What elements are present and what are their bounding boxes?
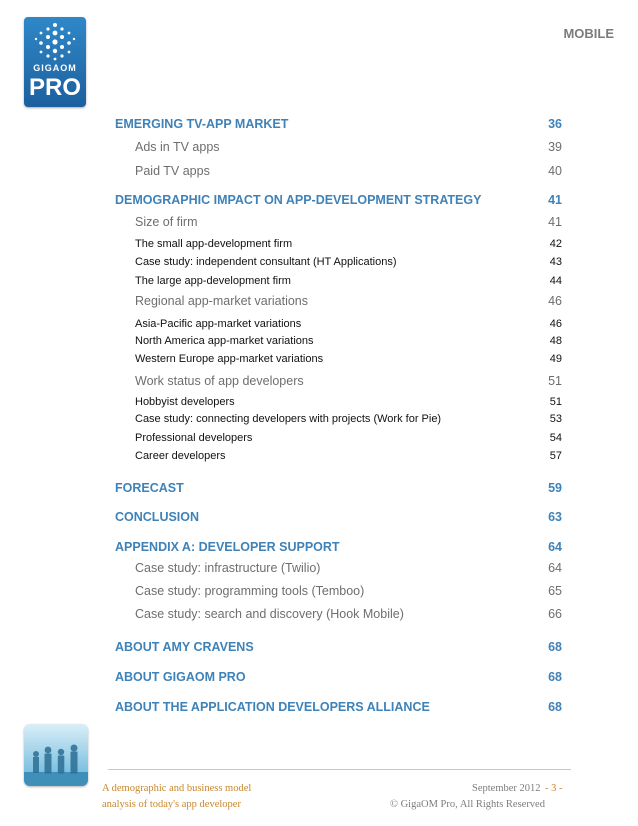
toc-entry-page: 44 [549,275,562,287]
toc-entry-page: 51 [548,374,562,388]
toc-entry-page: 48 [549,335,562,347]
logo-brand: GIGAOM [33,63,77,73]
toc-entry-page: 51 [549,396,562,408]
toc-entry-title: Case study: connecting developers with projects (Work for Pie) [135,413,442,425]
toc-entry-title: Career developers [135,450,226,462]
toc-entry-page: 59 [548,481,562,495]
footer-photo [24,724,88,786]
toc-entry-title: Case study: independent consultant (HT Applications) [135,256,397,268]
toc-entry-title: Ads in TV apps [135,140,220,154]
toc-subsection-entry[interactable] [115,215,562,229]
toc-entry-title: Case study: infrastructure (Twilio) [135,561,321,575]
toc-entry-page: 54 [549,432,562,444]
toc-entry-page: 63 [548,510,562,524]
toc-entry-page: 41 [548,193,562,207]
toc-section-entry[interactable] [115,540,562,554]
toc-subsection-entry[interactable] [115,561,562,575]
network-dots-icon [24,17,86,65]
toc-entry-title: EMERGING TV-APP MARKET [115,117,289,131]
toc-subsubsection-entry[interactable] [115,353,562,365]
toc-entry-page: 68 [548,640,562,654]
toc-entry-page: 53 [549,413,562,425]
toc-section-entry[interactable] [115,117,562,131]
toc-entry-page: 66 [548,607,562,621]
footer-page-number: - 3 - [545,783,563,794]
toc-entry-title: ABOUT AMY CRAVENS [115,640,254,654]
toc-entry-title: Paid TV apps [135,164,210,178]
toc-entry-title: Hobbyist developers [135,396,235,408]
toc-entry-title: FORECAST [115,481,184,495]
section-tag: MOBILE [563,26,614,41]
toc-subsection-entry[interactable] [115,584,562,598]
toc-section-entry[interactable] [115,481,562,495]
business-people-silhouette-icon [24,724,88,786]
toc-entry-title: Regional app-market variations [135,294,309,308]
toc-subsection-entry[interactable] [115,140,562,154]
toc-entry-title: APPENDIX A: DEVELOPER SUPPORT [115,540,340,554]
toc-entry-title: Work status of app developers [135,374,304,388]
toc-entry-page: 36 [548,117,562,131]
gigaom-pro-logo [24,17,86,107]
toc-subsubsection-entry[interactable] [115,413,562,425]
toc-entry-page: 64 [548,540,562,554]
toc-subsubsection-entry[interactable] [115,318,562,330]
toc-entry-page: 42 [549,238,562,250]
toc-subsubsection-entry[interactable] [115,238,562,250]
toc-section-entry[interactable] [115,193,562,207]
toc-entry-title: Case study: programming tools (Temboo) [135,584,365,598]
toc-entry-page: 43 [549,256,562,268]
toc-section-entry[interactable] [115,510,562,524]
footer-date: September 2012 [472,783,541,794]
toc-section-entry[interactable] [115,640,562,654]
toc-entry-title: Western Europe app-market variations [135,353,324,365]
toc-entry-page: 41 [548,215,562,229]
footer-divider [108,769,571,770]
toc-entry-title: ABOUT GIGAOM PRO [115,670,246,684]
footer-report-title-line2: analysis of today's app developer [102,799,241,810]
toc-entry-title: Asia-Pacific app-market variations [135,318,302,330]
toc-entry-page: 68 [548,670,562,684]
toc-entry-title: Case study: search and discovery (Hook Mobile) [135,607,404,621]
toc-section-entry[interactable] [115,670,562,684]
toc-entry-page: 64 [548,561,562,575]
toc-subsection-entry[interactable] [115,164,562,178]
toc-section-entry[interactable] [115,700,562,714]
toc-entry-title: The large app-development firm [135,275,291,287]
toc-entry-title: The small app-development firm [135,238,293,250]
toc-subsubsection-entry[interactable] [115,335,562,347]
toc-entry-title: Size of firm [135,215,198,229]
toc-entry-page: 49 [549,353,562,365]
logo-product: PRO [28,74,81,101]
toc-subsection-entry[interactable] [115,374,562,388]
toc-entry-title: DEMOGRAPHIC IMPACT ON APP-DEVELOPMENT STRATEGY [115,193,482,207]
toc-entry-title: CONCLUSION [115,510,200,524]
toc-entry-title: ABOUT THE APPLICATION DEVELOPERS ALLIANCE [115,700,430,714]
toc-entry-page: 65 [548,584,562,598]
toc-entry-page: 57 [549,450,562,462]
toc-subsection-entry[interactable] [115,607,562,621]
toc-entry-page: 46 [549,318,562,330]
toc-subsubsection-entry[interactable] [115,432,562,444]
footer-report-title-line1: A demographic and business model [102,783,252,794]
toc-subsubsection-entry[interactable] [115,256,562,268]
footer-copyright: © GigaOM Pro, All Rights Reserved [390,799,545,810]
toc-entry-title: Professional developers [135,432,253,444]
toc-subsubsection-entry[interactable] [115,450,562,462]
toc-entry-page: 68 [548,700,562,714]
toc-entry-title: North America app-market variations [135,335,314,347]
toc-subsubsection-entry[interactable] [115,275,562,287]
toc-entry-page: 39 [548,140,562,154]
toc-subsection-entry[interactable] [115,294,562,308]
toc-entry-page: 40 [548,164,562,178]
toc-entry-page: 46 [548,294,562,308]
toc-subsubsection-entry[interactable] [115,396,562,408]
